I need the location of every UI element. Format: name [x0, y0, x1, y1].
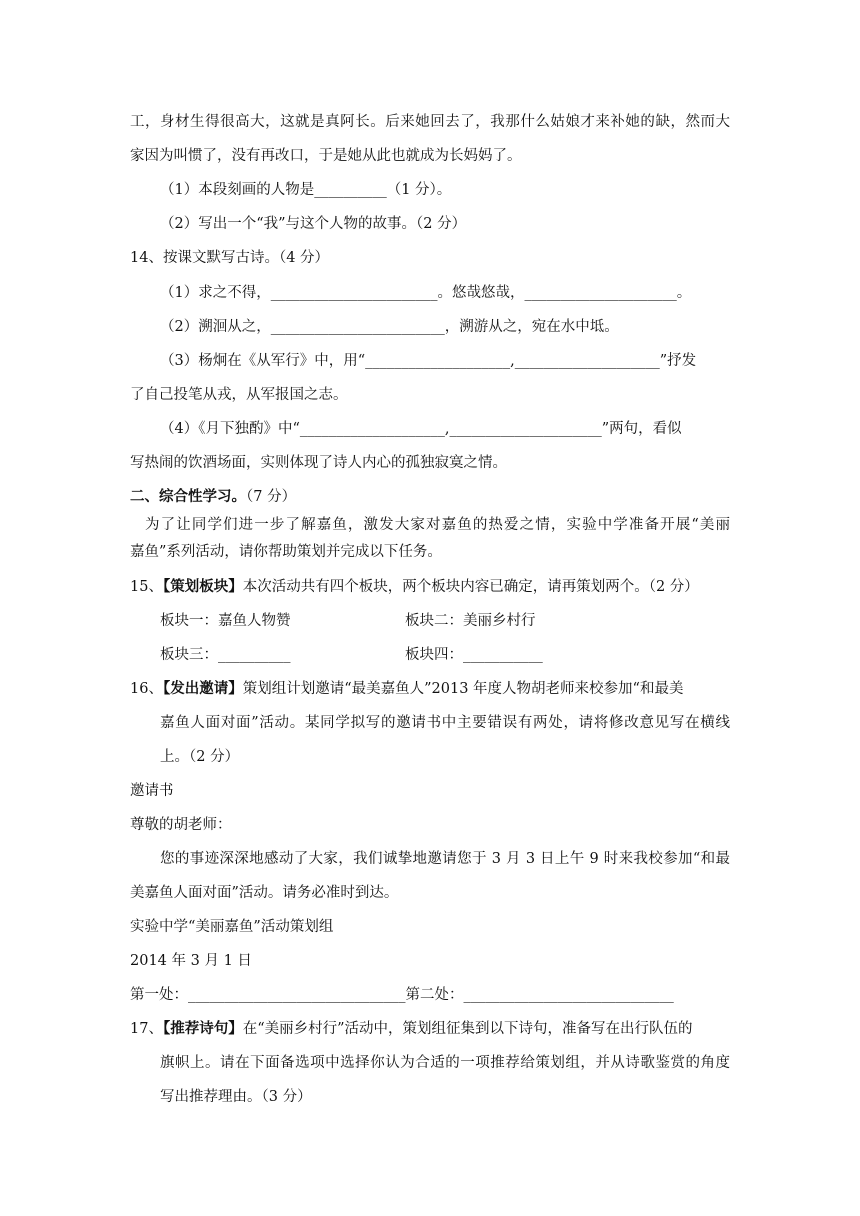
intro-line: 嘉鱼”系列活动，请你帮助策划并完成以下任务。: [130, 544, 442, 560]
letter-signature: 实验中学“美丽嘉鱼”活动策划组: [130, 919, 334, 935]
block-three: 板块三：__________: [160, 647, 291, 663]
question-17: [130, 1019, 693, 1039]
question-tag: 【策划板块】: [162, 578, 243, 595]
letter-body: 美嘉鱼人面对面”活动。请务必准时到达。: [130, 885, 399, 901]
letter-date: 2014 年 3 月 1 日: [130, 953, 252, 969]
question-2: （2）写出一个“我”与这个人物的故事。（2 分）: [160, 216, 467, 232]
question-14-item-3-cont: 了自己投笔从戎，从军报国之志。: [130, 387, 348, 403]
question-text: 在“美丽乡村行”活动中，策划组征集到以下诗句，准备写在出行队伍的: [242, 1021, 693, 1037]
question-tag: 【推荐诗句】: [162, 1020, 243, 1037]
question-16-cont: 上。（2 分）: [160, 749, 240, 765]
section-2-title: 二、综合性学习。: [130, 488, 246, 505]
section-2-score: （7 分）: [246, 489, 297, 505]
paragraph-line: 家因为叫惯了，没有再改口，于是她从此也就成为长妈妈了。: [130, 148, 522, 164]
letter-title: 邀请书: [130, 783, 174, 799]
question-number: 16、: [130, 681, 163, 697]
question-17-cont: 写出推荐理由。（3 分）: [160, 1089, 312, 1105]
intro-line: 为了让同学们进一步了解嘉鱼，激发大家对嘉鱼的热爱之情，实验中学准备开展“美丽: [145, 517, 730, 533]
block-four: 板块四：___________: [405, 647, 543, 663]
question-16-cont: 嘉鱼人面对面”活动。某同学拟写的邀请书中主要错误有两处，请将修改意见写在横线: [160, 715, 730, 731]
question-14-item-4-cont: 写热闹的饮酒场面，实则体现了诗人内心的孤独寂寞之情。: [130, 455, 507, 471]
question-15: [130, 577, 699, 597]
question-text: 策划组计划邀请“最美嘉鱼人”2013 年度人物胡老师来校参加“和最美: [242, 681, 684, 697]
question-14-item-4: （4）《月下独酌》中“____________________,_____________________”两句，看似: [160, 421, 682, 437]
question-number: 17、: [130, 1021, 163, 1037]
answer-blanks: 第一处：______________________________第二处：_____________________________: [130, 987, 674, 1003]
question-tag: 【发出邀请】: [162, 680, 243, 697]
letter-body: 您的事迹深深地感动了大家，我们诚挚地邀请您于 3 月 3 日上午 9 时来我校参加“和最: [160, 851, 730, 867]
block-one: 板块一：嘉鱼人物赞: [160, 613, 291, 629]
block-two: 板块二：美丽乡村行: [405, 613, 536, 629]
question-14-item-3: （3）杨炯在《从军行》中，用“____________________,____________________”抒发: [160, 353, 697, 369]
question-16: [130, 679, 683, 699]
paragraph-line: 工，身材生得很高大，这就是真阿长。后来她回去了，我那什么姑娘才来补她的缺，然而大: [130, 114, 730, 130]
question-number: 15、: [130, 579, 163, 595]
question-1: （1）本段刻画的人物是__________（1 分）。: [160, 182, 452, 198]
question-text: 本次活动共有四个板块，两个板块内容已确定，请再策划两个。（2 分）: [242, 579, 699, 595]
question-14-item-2: （2）溯洄从之，________________________，溯游从之，宛在水中坻。: [160, 319, 619, 335]
letter-greeting: 尊敬的胡老师：: [130, 817, 232, 833]
question-14-item-1: （1）求之不得，_______________________。悠哉悠哉，_____________________。: [160, 285, 692, 301]
section-2-heading: [130, 487, 296, 507]
question-17-cont: 旗帜上。请在下面备选项中选择你认为合适的一项推荐给策划组，并从诗歌鉴赏的角度: [160, 1055, 730, 1071]
question-14-title: 14、按课文默写古诗。（4 分）: [130, 250, 330, 266]
